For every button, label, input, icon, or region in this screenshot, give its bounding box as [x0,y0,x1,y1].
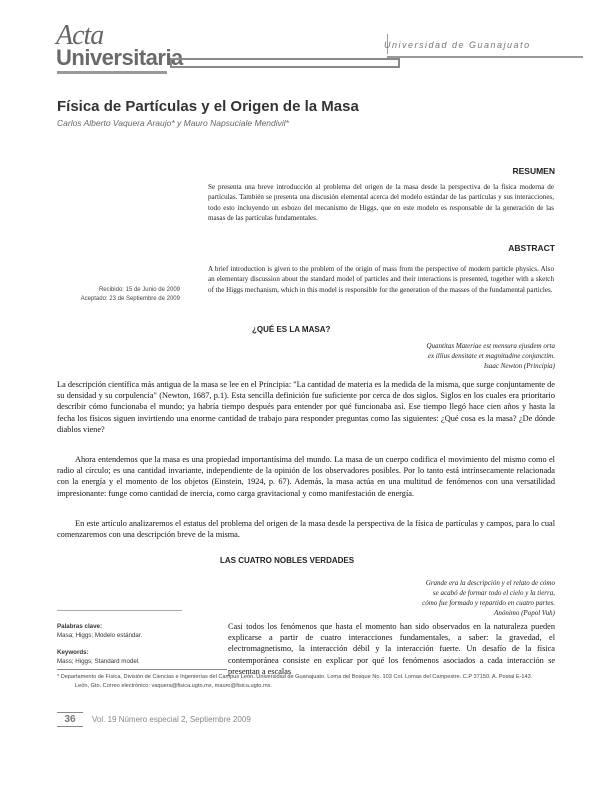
resumen-heading: RESUMEN [512,166,555,176]
page-number: 36 [57,712,83,727]
volume-info: Vol. 19 Número especial 2, Septiembre 2009 [92,715,251,724]
resumen-text: Se presenta una breve introducción al problema del origen de la masa desde la perspectiva de la física moderna de partículas. También se presenta una discusión elemental acerca del modelo estándar de las partículas y sus interacciones, todo esto incluyendo un esbozo del mecanismo de Higgs, que en este modelo es responsable de la generación de las masas de las partículas fundamentales. [208,183,554,222]
epigraph-line: ex illius densitate et magnitudine conjunctim. [427,352,555,360]
footnote-rule [57,669,227,670]
epigraph-newton [295,341,555,371]
palabras-clave-value: Masa; Higgs; Modelo estándar. [57,632,143,639]
section-heading-cuatro-nobles-verdades: LAS CUATRO NOBLES VERDADES [220,556,355,565]
footnote-affiliation: * Departamento de Física, División de Ciencias e Ingenierías del Campus León. Universidad de Guanajuato. Loma del Bosque No. 103 Col. Lomas del Campestre. C.P 37150. A. Postal E-143. [57,674,533,680]
keywords-rule [57,610,182,611]
epigraph-attribution: Isaac Newton (Principia) [483,362,555,370]
abstract-text: A brief introduction is given to the problem of the origin of mass from the perspective of modern particle physics. Also an elementary discussion about the standard model of particles and their interactions is presented, together with a sketch of the Higgs mechanism, which in this model is responsible for the generation of the masses of the fundamental particles. [208,265,554,294]
epigraph-line: Grande era la descripción y el relato de cómo [425,579,555,587]
epigraph-line: cómo fue formado y repartido en cuatro partes. [422,599,555,607]
paragraph: En este artículo analizaremos el estatus del problema del origen de la masa desde la perspectiva de la física de partículas y campos, para lo cual comenzaremos con una descripción breve de la misma. [57,519,555,540]
paragraph: Ahora entendemos que la masa es una propiedad importantísima del mundo. La masa de un cuerpo codifica el movimiento del mismo como el radio al círculo; es una cantidad invariante, independiente de la opinión de los observadores posibles. Por lo tanto está intrínsecamente relacionada con la energía y el momento de los objetos (Einstein, 1924, p. 67). Además, la masa actúa en una multitud de fenómenos con una versatilidad impresionante: funge como cantidad de inercia, como carga gravitacional y como manifestación de energía. [57,455,555,498]
article-title: Física de Partículas y el Origen de la Masa [57,98,359,115]
abstract-heading: ABSTRACT [508,243,555,253]
epigraph-popol-vuh [295,578,555,618]
journal-logo-universitaria: Universitaria [56,45,183,70]
institution-name: Universidad de Guanajuato [384,40,531,50]
header-rule [387,56,583,58]
article-authors: Carlos Alberto Vaquera Araujo* y Mauro Napsuciale Mendivil* [57,118,289,128]
logo-tagline-bar [57,71,167,74]
footnote [57,673,557,690]
date-accepted: Aceptado: 23 de Septiembre de 2009 [80,296,180,302]
epigraph-line: se acabó de formar todo el cielo y la tierra, [432,589,555,597]
footnote-email: León, Gto. Correo electrónico: vaquera@fisica.ugto.mx, mauro@fisica.ugto.mx. [75,682,272,689]
epigraph-attribution: Anónimo (Popol Vuh) [494,609,555,617]
keywords-block [57,622,142,666]
keywords-label: Keywords: [57,649,89,656]
epigraph-line: Quantitas Materiae est mensura ejusdem orta [426,342,555,350]
header-frame [170,58,400,68]
date-received: Recibido: 15 de Junio de 2009 [98,287,180,293]
dates-block [60,286,180,304]
journal-logo-acta: Acta [56,20,104,51]
keywords-value: Mass; Higgs; Standard model. [57,658,140,665]
paragraph: Casi todos los fenómenos que hasta el momento han sido observados en la naturaleza pueden explicarse a partir de cuatro interacciones fundamentales, a saber: la gravedad, el electromagnetismo, la interacción débil y la interacción fuerte. Un desafío de la física contemporánea consiste en explicar por qué los fenómenos asociados a cada interacción se presentan a escalas [228,622,555,676]
paragraph: La descripción científica más antigua de la masa se lee en el Principia: "La cantidad de materia es la medida de la misma, que surge conjuntamente de su densidad y su corpulencia" (Newton, 1687, p.1). Esta sencilla definición fue suficiente por cerca de dos siglos. Siglos en los cuales era prioritario describir cómo funcionaba el mundo; ya habría tiempo después para entender por qué funcionaba así. Ese tiempo llegó hace cien años y hasta la fecha los físicos siguen invirtiendo una enorme cantidad de trabajo para responder preguntas como las siguientes: ¿Qué cosa es la masa? ¿De dónde diablos viene? [57,380,555,434]
section-heading-que-es-la-masa: ¿QUÉ ES LA MASA? [252,325,331,334]
palabras-clave-label: Palabras clave: [57,623,103,630]
